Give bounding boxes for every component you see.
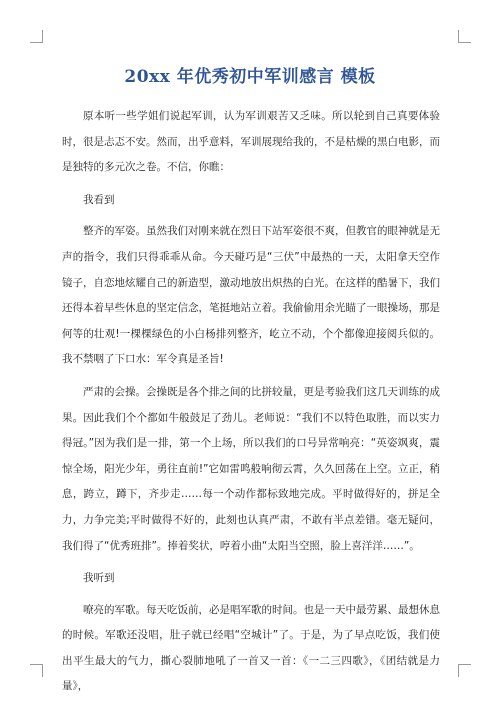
paragraph-drill: 严肃的会操。会操既是各个排之间的比拼较量，更是考验我们这几天训练的成果。因此我们个个都如牛般鼓足了劲儿。老师说：“我们不以特色取胜，而以实力得冠。”因为我们是一排，第一个上场，所以我们的口号异常响亮：“英姿飒爽，震惊全场，阳光少年，勇往直前!”它如雷鸣般响彻云霄，久久回荡在上空。立正，稍息，跨立，蹲下，齐步走……每一个动作都标致地完成。平时做得好的，拼足全力，力争完美;平时做得不好的，此刻也认真严肃，不敢有半点差错。毫无疑问，我们得了“优秀班排”。捧着奖状，哼着小曲“太阳当空照，脸上喜洋洋……”。 [62,385,440,552]
paragraph-intro: 原本听一些学姐们说起军训，认为军训艰苦又乏味。所以轮到自己真要体验时，很是忐忑不安。然而，出乎意料，军训展现给我的，不是枯燥的黑白电影，而是独特的多元次之卷。不信，你瞧： [62,110,440,174]
section-heading-hear: 我听到 [83,572,115,585]
crop-mark-bottom-right [458,664,471,677]
document-body [62,104,440,707]
crop-mark-top-left [30,30,43,43]
section-heading-see: 我看到 [83,193,115,206]
crop-mark-bottom-left [30,664,43,677]
paragraph-posture: 整齐的军姿。虽然我们对刚来就在烈日下站军姿很不爽，但教官的眼神就是无声的指令，我们只得乖乖从命。今天碰巧是“三伏”中最热的一天，太阳拿天空作镜子，自恋地炫耀自己的新造型，激动地放出炽热的白光。在这样的酷暑下，我们还得本着早些休息的坚定信念，笔挺地站立着。我偷偷用余光瞄了一眼操场，那是何等的壮观!一棵棵绿色的小白杨排列整齐，屹立不动，个个都像迎接阅兵似的。我不禁咽了下口水：军令真是圣旨! [62,225,440,366]
document-title: 20xx 年优秀初中军训感言 模板 [124,67,376,87]
paragraph-songs: 嘹亮的军歌。每天吃饭前，必是唱军歌的时间。也是一天中最劳累、最想休息的时候。军歌还没唱，肚子就已经唱“空城计”了。于是，为了早点吃饭，我们使出平生最大的气力，撕心裂肺地吼了一首又一首：《一二三四歌》，《团结就是力量》， [62,603,440,693]
crop-mark-top-right [458,30,471,43]
